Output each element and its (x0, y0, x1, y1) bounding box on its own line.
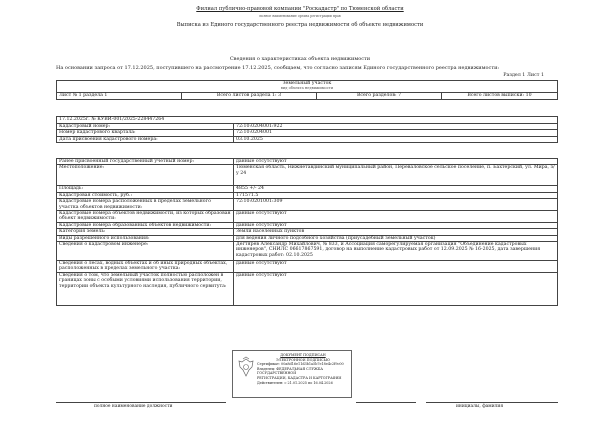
document-subtitle: Сведения о характеристиках объекта недвижимости (229, 56, 371, 62)
cadastral-value-label: Кадастровая стоимость, руб.: (57, 192, 234, 198)
signature-line (356, 402, 416, 403)
natural-objects-label: Сведения о лесах, водных объектах и об иных природных объектах, расположенных в пределах земельного участка: (57, 261, 234, 273)
object-type-cell (57, 81, 558, 93)
quarter-number-label: Номер кадастрового квартала: (57, 130, 234, 136)
location-label: Местоположение: (57, 165, 234, 186)
permitted-use-value: для ведения личного подсобного хозяйства (приусадебный земельный участок) (234, 235, 558, 241)
engineer-value: Дегтярёв Александр Михайлович, № 833, и Ассоциация саморегулируемая организация "Объединение кадастровых инженеров", СНИЛС 06617867591, договор на выполнение кадастровых работ от 12.09.2025 № 16-2025, дата завершения кадастровых работ: 02.10.2025 (234, 242, 558, 261)
request-number: 17.12.2025г. № КУВИ-001/2025-228447264 (57, 117, 558, 124)
name-caption: инициалы, фамилия (456, 404, 504, 409)
stamp-certificate: Сертификат: 00a8d16e11d3b1a5b7e18e4c2f9c00 (257, 362, 344, 367)
e-signature-stamp (232, 350, 352, 398)
section-label: Раздел 1 Лист 1 (503, 73, 544, 78)
objects-within-value: 72:10:0201001:309 (234, 199, 558, 211)
quarter-number-value: 72:10:0204001 (234, 130, 558, 136)
source-objects-value: данные отсутствуют (234, 211, 558, 223)
stamp-subtitle: ЭЛЕКТРОННОЙ ПОДПИСЬЮ (276, 357, 330, 362)
prev-number-value: данные отсутствуют (234, 159, 558, 165)
permitted-use-label: Виды разрешенного использования: (57, 235, 234, 241)
sheet-number: Лист № 1 раздела 1 (57, 93, 182, 100)
natural-objects-value: данные отсутствуют (234, 261, 558, 273)
org-name-caption: полное наименование органа регистрации прав (259, 14, 341, 18)
engineer-label: Сведения о кадастровом инженере: (57, 242, 234, 261)
intro-text: На основании запроса от 17.12.2025, поступившего на рассмотрение 17.12.2025, сообщаем, что согласно записям Единого государственного реестра недвижимости: (56, 65, 500, 71)
special-zones-value: данные отсутствуют (234, 272, 558, 305)
area-value: 4855 +/- 24 (234, 186, 558, 192)
object-summary-table (56, 80, 558, 100)
location-value: Тюменская область, Нижнетавдинский муниципальный район, Переваловское сельское поселение, п. Бахтерский, ул. Мира, з/у 24 (234, 165, 558, 186)
object-type-caption: вид объекта недвижимости (280, 86, 334, 90)
object-type: Земельный участок (282, 81, 332, 86)
objects-within-label: Кадастровые номера расположенных в пределах земельного участка объектов недвижимости: (57, 199, 234, 211)
area-label: Площадь: (57, 186, 234, 192)
org-name: Филиал публично-правовой компании "Роскадастр" по Тюменской области (196, 6, 404, 12)
stamp-owner: Владелец: ФЕДЕРАЛЬНАЯ СЛУЖБА ГОСУДАРСТВЕННОЙ (257, 366, 323, 376)
stamp-validity: Действителен: с 21.01.2025 по 16.04.2026 (257, 380, 333, 385)
cadastral-info-table (56, 116, 558, 143)
characteristics-table (56, 158, 558, 306)
assignment-date-value: 03.10.2025 (234, 136, 558, 142)
document-title: Выписка из Единого государственного реестра недвижимости об объекте недвижимости (176, 22, 424, 28)
derived-objects-label: Кадастровые номера образованных объектов недвижимости: (57, 222, 234, 228)
cadastral-value-value: 171571.5 (234, 192, 558, 198)
cadastral-number-label: Кадастровый номер: (57, 124, 234, 130)
position-caption: полное наименование должности (94, 404, 173, 409)
coat-of-arms-icon (236, 356, 256, 380)
prev-number-label: Ранее присвоенный государственный учетный номер: (57, 159, 234, 165)
sections-total: Всего разделов: 7 (317, 93, 442, 100)
land-category-value: Земли населенных пунктов (234, 229, 558, 235)
name-line (426, 402, 558, 403)
special-zones-label: Сведения о том, что земельный участок полностью расположен в границах зоны с особыми условиями использования территории, территории объекта культурного наследия, публичного сервитута: (57, 272, 234, 305)
sheets-in-section: Всего листов раздела 1: 3 (182, 93, 317, 100)
derived-objects-value: данные отсутствуют (234, 222, 558, 228)
source-objects-label: Кадастровые номера объектов недвижимости, из которых образован объект недвижимости: (57, 211, 234, 223)
sheets-total: Всего листов выписки: 10 (442, 93, 558, 100)
assignment-date-label: Дата присвоения кадастрового номера: (57, 136, 234, 142)
land-category-label: Категория земель: (57, 229, 234, 235)
stamp-title: ДОКУМЕНТ ПОДПИСАН (280, 353, 326, 357)
stamp-owner-cont: РЕГИСТРАЦИИ, КАДАСТРА И КАРТОГРАФИИ (257, 375, 342, 380)
position-line (56, 402, 226, 403)
stamp-text (257, 353, 349, 385)
cadastral-number-value: 72:10:0204001:922 (234, 124, 558, 130)
